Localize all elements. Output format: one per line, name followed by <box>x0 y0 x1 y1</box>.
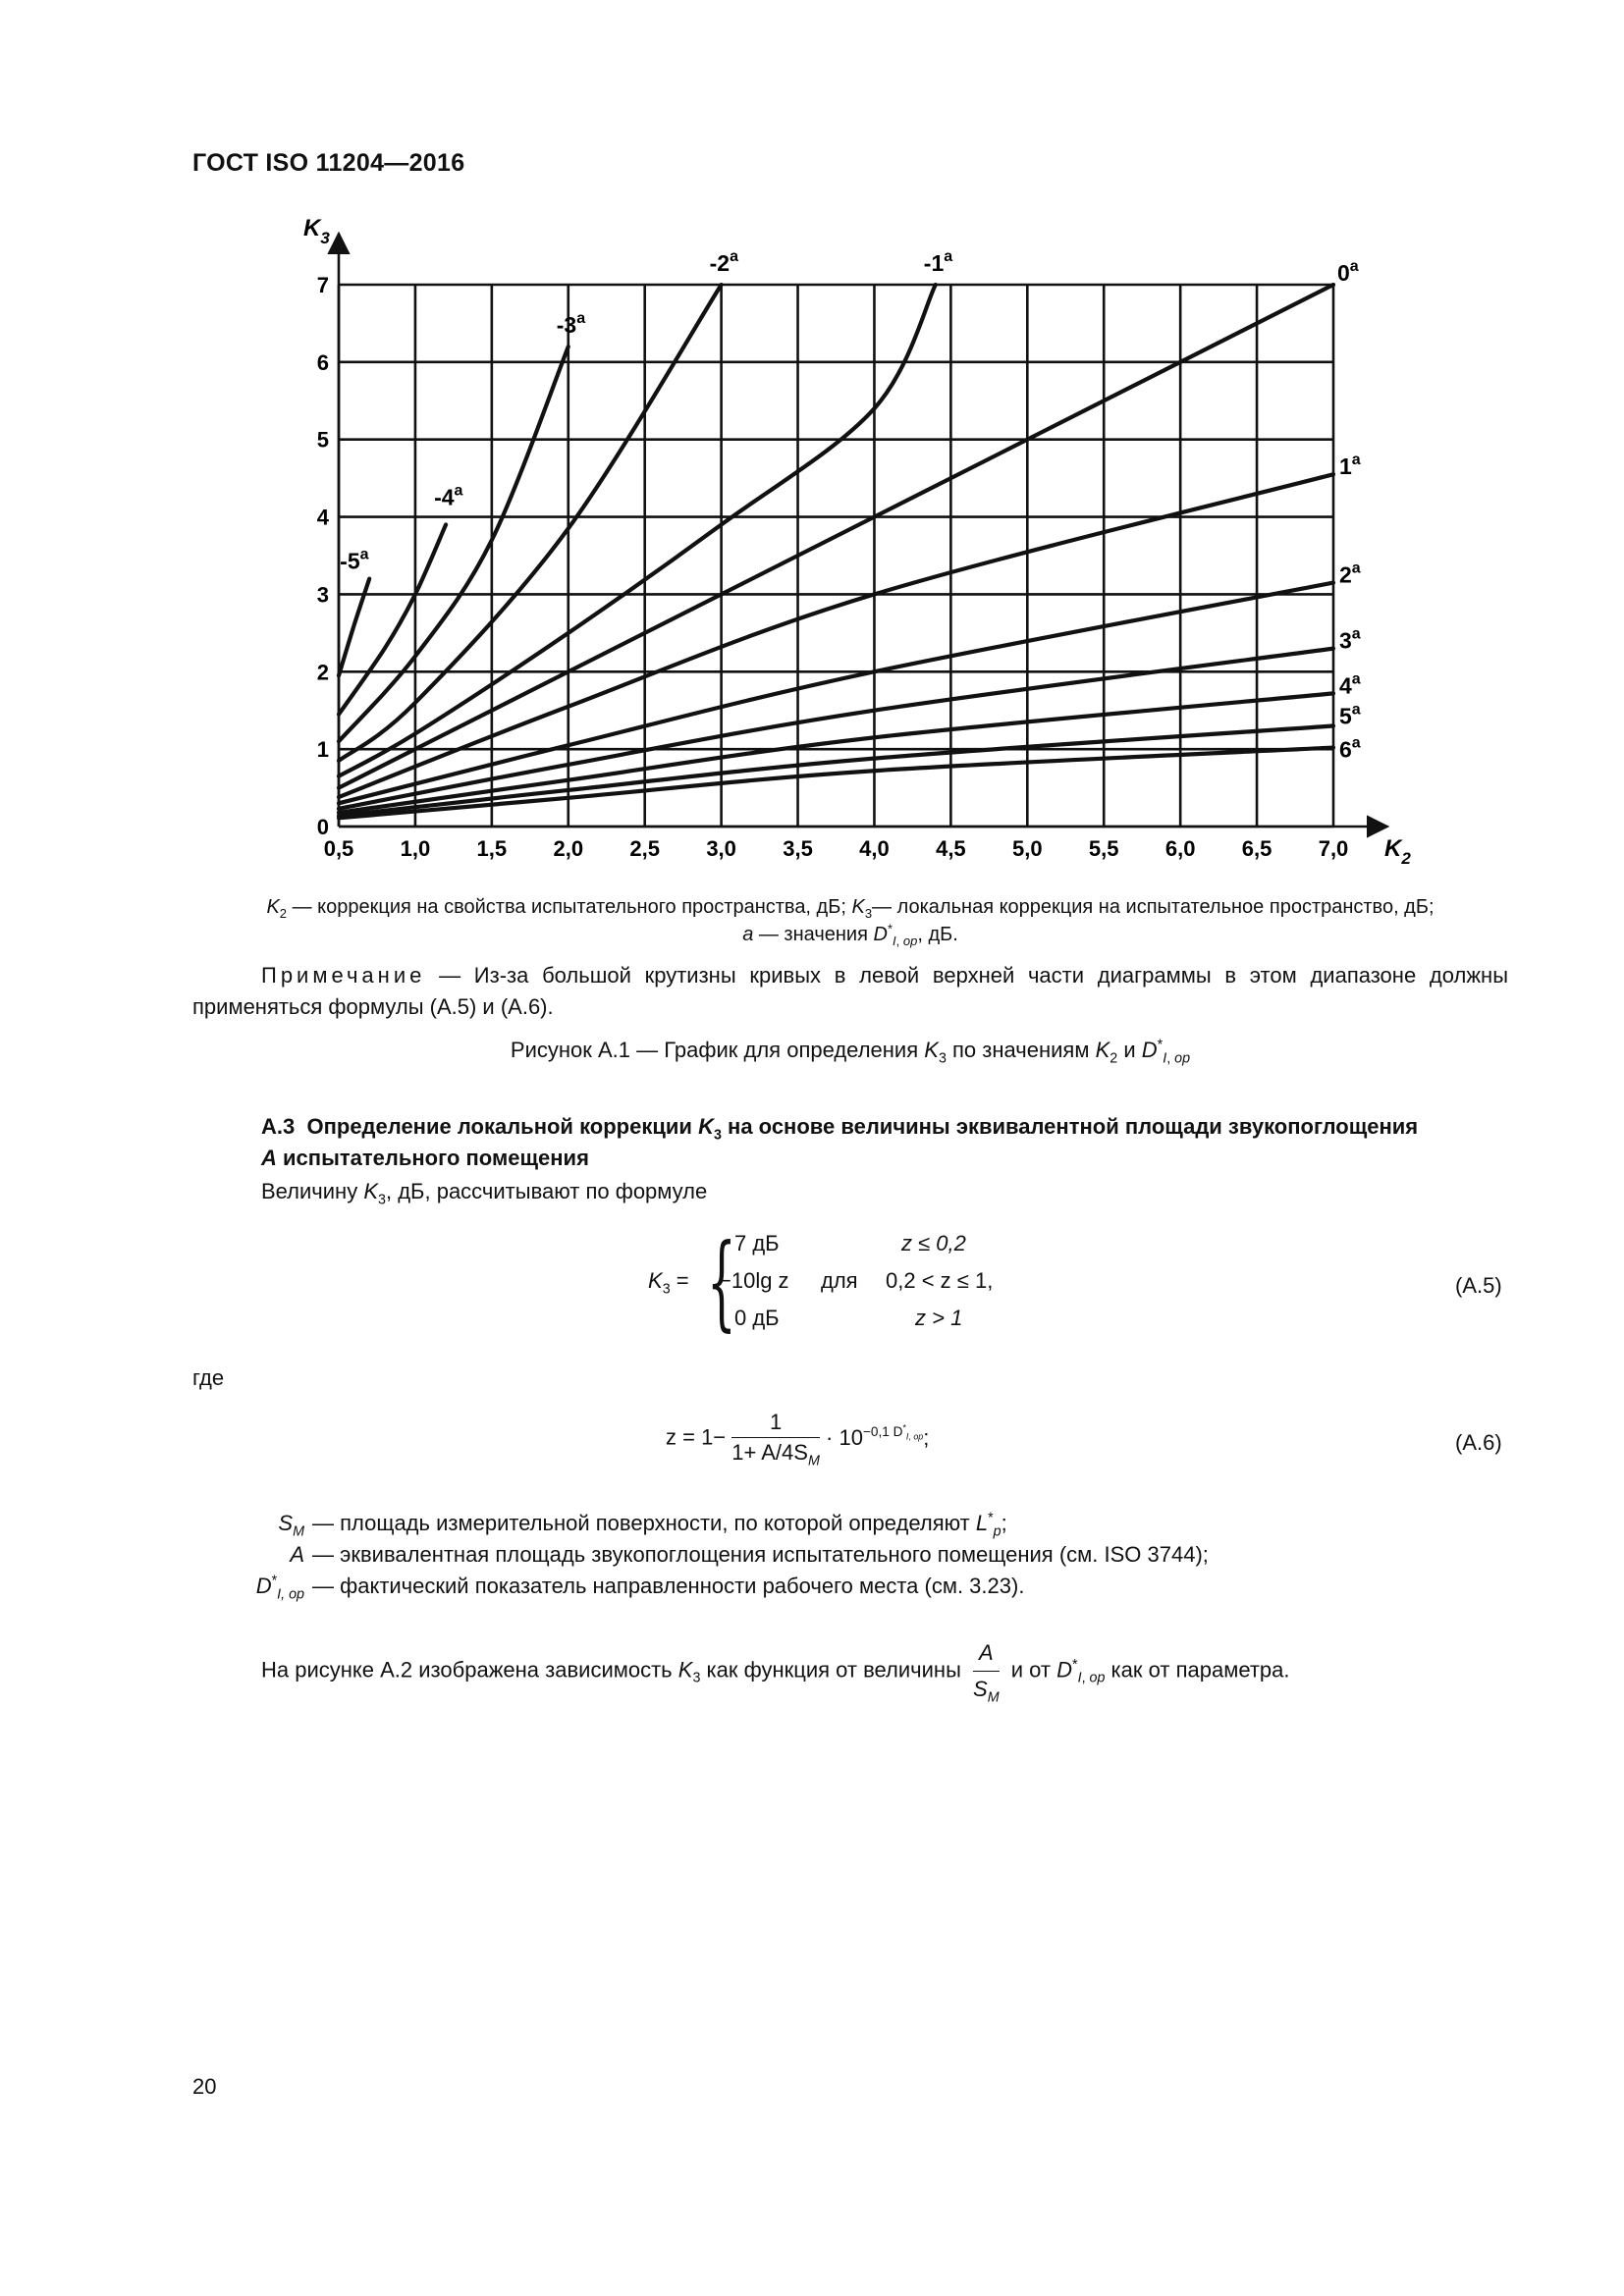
y-tick-label: 7 <box>316 273 329 297</box>
curve-label-sup: a <box>1351 625 1361 643</box>
y-tick-label: 2 <box>316 660 329 685</box>
curve-label: -4$^a$ <box>434 482 463 510</box>
curve-label: -2$^a$ <box>709 248 738 276</box>
formula-a6: z = 1− $\frac{1}{1+ A/4S_M}$ · $10^{-0,1 D^*_{I, op}}$; <box>666 1410 930 1469</box>
curve-label-sup: a <box>1351 560 1361 577</box>
x-tick-label: 0,5 <box>323 836 354 861</box>
curve-label-sup: a <box>1351 670 1361 688</box>
curve-label-sup: a <box>730 248 738 265</box>
formula-a6-number: (А.6) <box>1455 1430 1502 1455</box>
x-tick-label: 3,5 <box>783 836 813 861</box>
curve-label-sup: a <box>1351 452 1361 469</box>
curve-label-sup: a <box>576 310 586 328</box>
curve-label: -1$^a$ <box>923 248 953 276</box>
curve-label-sup: a <box>359 546 369 563</box>
y-tick-label: 6 <box>316 349 329 375</box>
curve-label-sup: a <box>1351 701 1361 719</box>
k3-chart <box>285 216 1434 883</box>
legend-line-1: $K_2$ — коррекция на свойства испытательного пространства, дБ; $K_3—$ локальная коррекция на испытательное пространство, дБ; <box>266 896 1435 921</box>
y-tick-label: 5 <box>316 427 329 453</box>
figure-legend <box>192 893 1508 948</box>
x-tick-label: 1,5 <box>476 836 508 861</box>
final-paragraph: На рисунке А.2 изображена зависимость $K_3$ как функция от величины $\frac{A}{S_M}$ и от $D^*_{I, op}$ как от параметра. <box>261 1637 1289 1705</box>
curve-label: -3$^a$ <box>556 310 586 339</box>
curve-label: 5$^a$ <box>1339 701 1361 729</box>
y-tick-label: 1 <box>316 737 329 763</box>
x-tick-label: 7,0 <box>1318 836 1349 861</box>
curve-label-sup: a <box>1351 734 1361 752</box>
curve-minus-3 <box>339 347 568 741</box>
curve-label: 0$^a$ <box>1337 258 1359 286</box>
definitions-list <box>157 1508 1512 1602</box>
curve-label: 6$^a$ <box>1339 734 1361 763</box>
x-tick-label: 1,0 <box>400 836 431 861</box>
formula-a5: $K_3$ = { 7 дБ z ≤ 0,2 −10lg z для 0,2 < z ≤ 1, 0 дБ z > 1 <box>648 1222 994 1343</box>
definition-row: A — эквивалентная площадь звукопоглощения испытательного помещения (см. ISO 3744); <box>290 1542 1209 1567</box>
section-intro: Величину $K_3$, дБ, рассчитывают по формуле <box>261 1179 708 1208</box>
y-axis-label: $K_3$ <box>303 216 330 247</box>
formula-a5-number: (А.5) <box>1455 1273 1502 1298</box>
x-tick-label: 3,0 <box>706 836 736 861</box>
curve-label-sup: a <box>1349 258 1359 275</box>
definition-row: $S_M$ — площадь измерительной поверхности, по которой определяют $L^*_p$; <box>278 1510 1007 1540</box>
curve-label: -5$^a$ <box>340 546 369 574</box>
curve-label-sup: a <box>944 248 953 265</box>
x-tick-label: 2,5 <box>629 836 660 861</box>
x-tick-label: 4,0 <box>859 836 890 861</box>
curve-label: 3$^a$ <box>1339 625 1361 654</box>
x-axis-label-sub: 2 <box>1401 849 1411 868</box>
curve-2 <box>339 583 1333 804</box>
y-tick-label: 3 <box>316 582 329 608</box>
curve-label: 1$^a$ <box>1339 452 1361 480</box>
x-tick-label: 2,0 <box>553 836 584 861</box>
where-label: где <box>192 1365 225 1390</box>
curve-label: 2$^a$ <box>1339 560 1361 588</box>
figure-caption: Рисунок А.1 — График для определения $K_3$ по значениям $K_2$ и $D^*_{I, op}$ <box>510 1037 1191 1067</box>
x-tick-label: 5,0 <box>1012 836 1043 861</box>
document-header: ГОСТ ISO 11204—2016 <box>192 149 465 177</box>
figure-note <box>192 960 1508 1023</box>
x-tick-label: 6,5 <box>1241 836 1272 861</box>
note-text: — Из-за большой крутизны кривых в левой верхней части диаграммы в этом диапазоне должны применяться формулы (А.5) и (А.6). <box>192 963 1508 1019</box>
x-tick-label: 5,5 <box>1088 836 1119 861</box>
curve-6 <box>339 748 1333 819</box>
note-label: Примечание <box>261 963 426 988</box>
curve-0 <box>339 285 1333 788</box>
x-tick-label: 4,5 <box>936 836 966 861</box>
x-axis-label: $K_2$ <box>1384 835 1411 868</box>
page-number: 20 <box>192 2074 217 2099</box>
definition-row: $D^*_{I, op}$ — фактический показатель направленности рабочего места (см. 3.23). <box>255 1573 1025 1603</box>
curve-label: 4$^a$ <box>1339 670 1361 699</box>
y-axis-label-sub: 3 <box>320 229 330 247</box>
y-tick-label: 0 <box>316 815 329 839</box>
x-tick-label: 6,0 <box>1164 836 1196 861</box>
legend-line-2: a — значения $D^*_{I, op}$, дБ. <box>742 921 958 948</box>
section-heading: А.3 Определение локальной коррекции $K_3$ на основе величины эквивалентной площади звукопоглощения A испытательного помещения <box>261 1114 1419 1170</box>
curve-label-sup: a <box>454 482 463 500</box>
y-tick-label: 4 <box>316 505 329 530</box>
